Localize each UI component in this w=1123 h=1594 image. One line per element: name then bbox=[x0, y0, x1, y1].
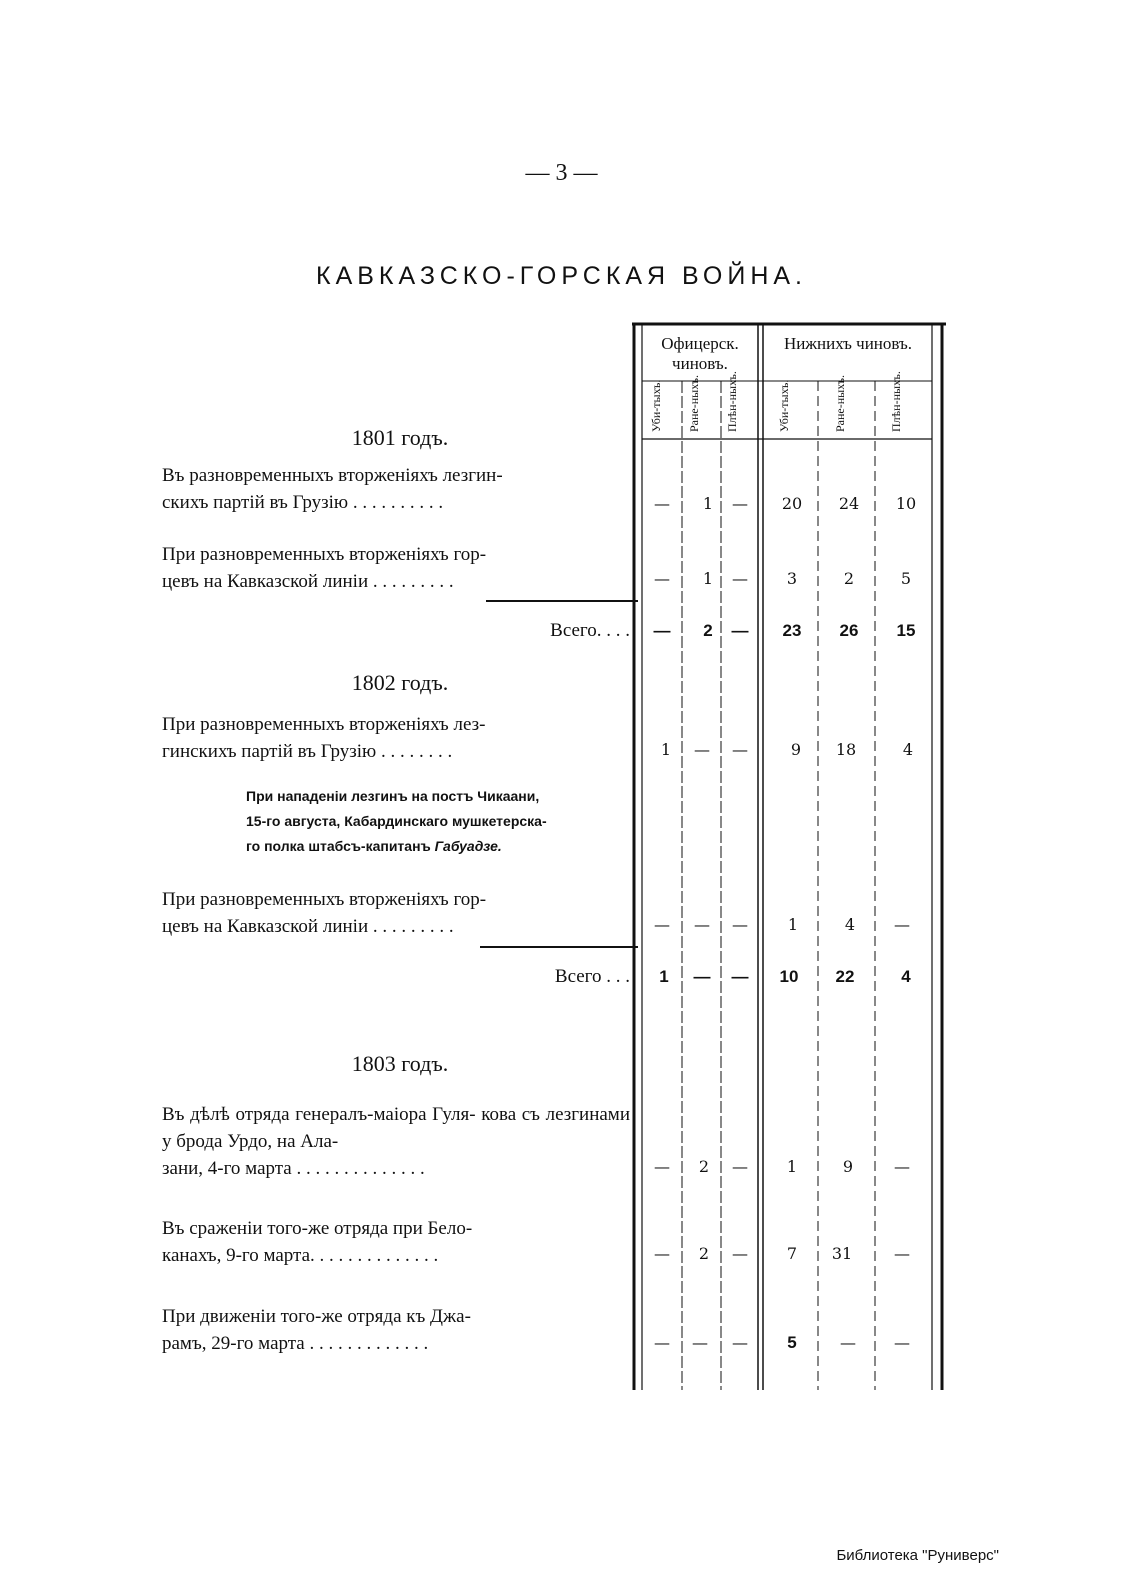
value-cell: 1 bbox=[787, 915, 799, 934]
col-officers-killed: Уби-тыхъ. bbox=[649, 379, 663, 432]
total-cell: 15 bbox=[896, 621, 916, 640]
value-cell: 1 bbox=[702, 569, 714, 588]
total-cell: 10 bbox=[779, 967, 799, 986]
total-cell: — bbox=[693, 967, 711, 986]
entry-line: При разновременныхъ вторженіяхъ гор- bbox=[162, 544, 487, 565]
entry-last-line: рамъ, 29-го марта . . . . . . . . . . . . . bbox=[162, 1333, 429, 1354]
entry-text bbox=[162, 711, 630, 765]
entry-line: Въ разновременныхъ вторженіяхъ лезгин- bbox=[162, 465, 503, 486]
total-label: Всего. . . . bbox=[550, 620, 630, 641]
value-cell: 10 bbox=[895, 494, 917, 513]
value-cell: — bbox=[894, 1157, 910, 1176]
note-line: При нападеніи лезгинъ на постъ Чикаани, bbox=[246, 788, 540, 804]
value-cell: — bbox=[654, 1333, 670, 1352]
value-cell: — bbox=[894, 915, 910, 934]
library-credit: Библиотека "Руниверс" bbox=[836, 1547, 999, 1564]
value-cell: — bbox=[732, 915, 748, 934]
value-cell: — bbox=[894, 1333, 910, 1352]
total-cell: 2 bbox=[703, 621, 713, 640]
note-line: 15-го августа, Кабардинскаго мушкетерска- bbox=[246, 813, 547, 829]
header-officers: Офицерск. чиновъ. bbox=[661, 334, 739, 373]
value-cell: — bbox=[732, 1157, 748, 1176]
entry-line: Въ сраженіи того-же отряда при Бело- bbox=[162, 1218, 473, 1239]
year-heading: 1801 годъ. bbox=[351, 425, 449, 450]
value-cell: — bbox=[654, 569, 670, 588]
value-cell: 2 bbox=[843, 569, 855, 588]
total-cell: — bbox=[731, 967, 749, 986]
value-cell: — bbox=[732, 569, 748, 588]
value-cell: — bbox=[732, 1244, 748, 1263]
entry-last-line: скихъ партій въ Грузію . . . . . . . . . . bbox=[162, 492, 444, 513]
total-cell: 23 bbox=[782, 621, 802, 640]
entry-text bbox=[162, 541, 630, 595]
value-cell: — bbox=[694, 740, 710, 759]
note-name: Габуадзе. bbox=[434, 838, 502, 854]
value-cell: 9 bbox=[790, 740, 802, 759]
entry-text bbox=[162, 1101, 630, 1182]
value-cell: — bbox=[654, 1244, 670, 1263]
year-heading: 1803 годъ. bbox=[351, 1051, 449, 1076]
value-cell: 5 bbox=[787, 1333, 797, 1352]
value-cell: 9 bbox=[842, 1157, 854, 1176]
value-cell: — bbox=[654, 494, 670, 513]
value-cell: 1 bbox=[660, 740, 672, 759]
value-cell: — bbox=[894, 1244, 910, 1263]
value-cell: 4 bbox=[844, 915, 856, 934]
value-cell: — bbox=[654, 915, 670, 934]
entry-last-line: канахъ, 9-го марта. . . . . . . . . . . . . . bbox=[162, 1245, 439, 1266]
value-cell: — bbox=[840, 1333, 856, 1352]
value-cell: 4 bbox=[902, 740, 914, 759]
note-text bbox=[246, 784, 636, 859]
value-cell: 24 bbox=[838, 494, 860, 513]
entry-last-line: цевъ на Кавказской линіи . . . . . . . . . bbox=[162, 916, 454, 937]
total-cell: 1 bbox=[659, 967, 669, 986]
page-number: — 3 — bbox=[525, 160, 598, 186]
entry-text bbox=[162, 886, 630, 940]
col-officers-wounded: Ране-ныхъ. bbox=[687, 375, 701, 432]
value-cell: — bbox=[732, 1333, 748, 1352]
value-cell: 20 bbox=[781, 494, 803, 513]
value-cell: 18 bbox=[835, 740, 857, 759]
value-cell: — bbox=[692, 1333, 708, 1352]
entry-line: При движеніи того-же отряда къ Джа- bbox=[162, 1306, 471, 1327]
value-cell: — bbox=[694, 915, 710, 934]
note-line-last bbox=[246, 834, 636, 859]
value-cell: 1 bbox=[786, 1157, 798, 1176]
value-cell: 2 bbox=[698, 1157, 710, 1176]
total-cell: 26 bbox=[839, 621, 859, 640]
total-cell: — bbox=[731, 621, 749, 640]
header-lower-ranks: Нижнихъ чиновъ. bbox=[783, 334, 913, 353]
value-cell: 5 bbox=[900, 569, 912, 588]
value-cell: — bbox=[732, 740, 748, 759]
col-officers-captured: Плѣн-ныхъ. bbox=[725, 371, 739, 432]
entry-last-line: зани, 4-го марта . . . . . . . . . . . . . . bbox=[162, 1158, 425, 1179]
entry-line: кова съ лезгинами у брода Урдо, на Ала- bbox=[162, 1104, 630, 1152]
entry-line: При разновременныхъ вторженіяхъ лез- bbox=[162, 714, 486, 735]
value-cell: 1 bbox=[702, 494, 714, 513]
year-heading: 1802 годъ. bbox=[351, 670, 449, 695]
entry-last-line: цевъ на Кавказской линіи . . . . . . . . . bbox=[162, 571, 454, 592]
value-cell: 3 bbox=[786, 569, 798, 588]
col-lower-wounded: Ране-ныхъ. bbox=[833, 375, 847, 432]
entry-last-line: гинскихъ партій въ Грузію . . . . . . . . bbox=[162, 741, 453, 762]
value-cell: 31 bbox=[831, 1244, 853, 1263]
total-cell: 22 bbox=[835, 967, 855, 986]
entry-line: Въ дѣлѣ отряда генералъ-маіора Гуля- bbox=[162, 1104, 476, 1125]
value-cell: — bbox=[732, 494, 748, 513]
value-cell: 2 bbox=[698, 1244, 710, 1263]
entry-text bbox=[162, 1215, 630, 1269]
entry-text bbox=[162, 1303, 630, 1357]
total-cell: — bbox=[653, 621, 671, 640]
col-lower-captured: Плѣн-ныхъ. bbox=[889, 371, 903, 432]
entry-text bbox=[162, 462, 630, 516]
entry-line: При разновременныхъ вторженіяхъ гор- bbox=[162, 889, 487, 910]
total-cell: 4 bbox=[901, 967, 911, 986]
col-lower-killed: Уби-тыхъ. bbox=[777, 379, 791, 432]
total-label: Всего . . . bbox=[554, 966, 630, 987]
page-title: КАВКАЗСКО-ГОРСКАЯ ВОЙНА. bbox=[316, 262, 807, 290]
value-cell: 7 bbox=[786, 1244, 798, 1263]
note-line: го полка штабсъ-капитанъ bbox=[246, 838, 431, 854]
value-cell: — bbox=[654, 1157, 670, 1176]
